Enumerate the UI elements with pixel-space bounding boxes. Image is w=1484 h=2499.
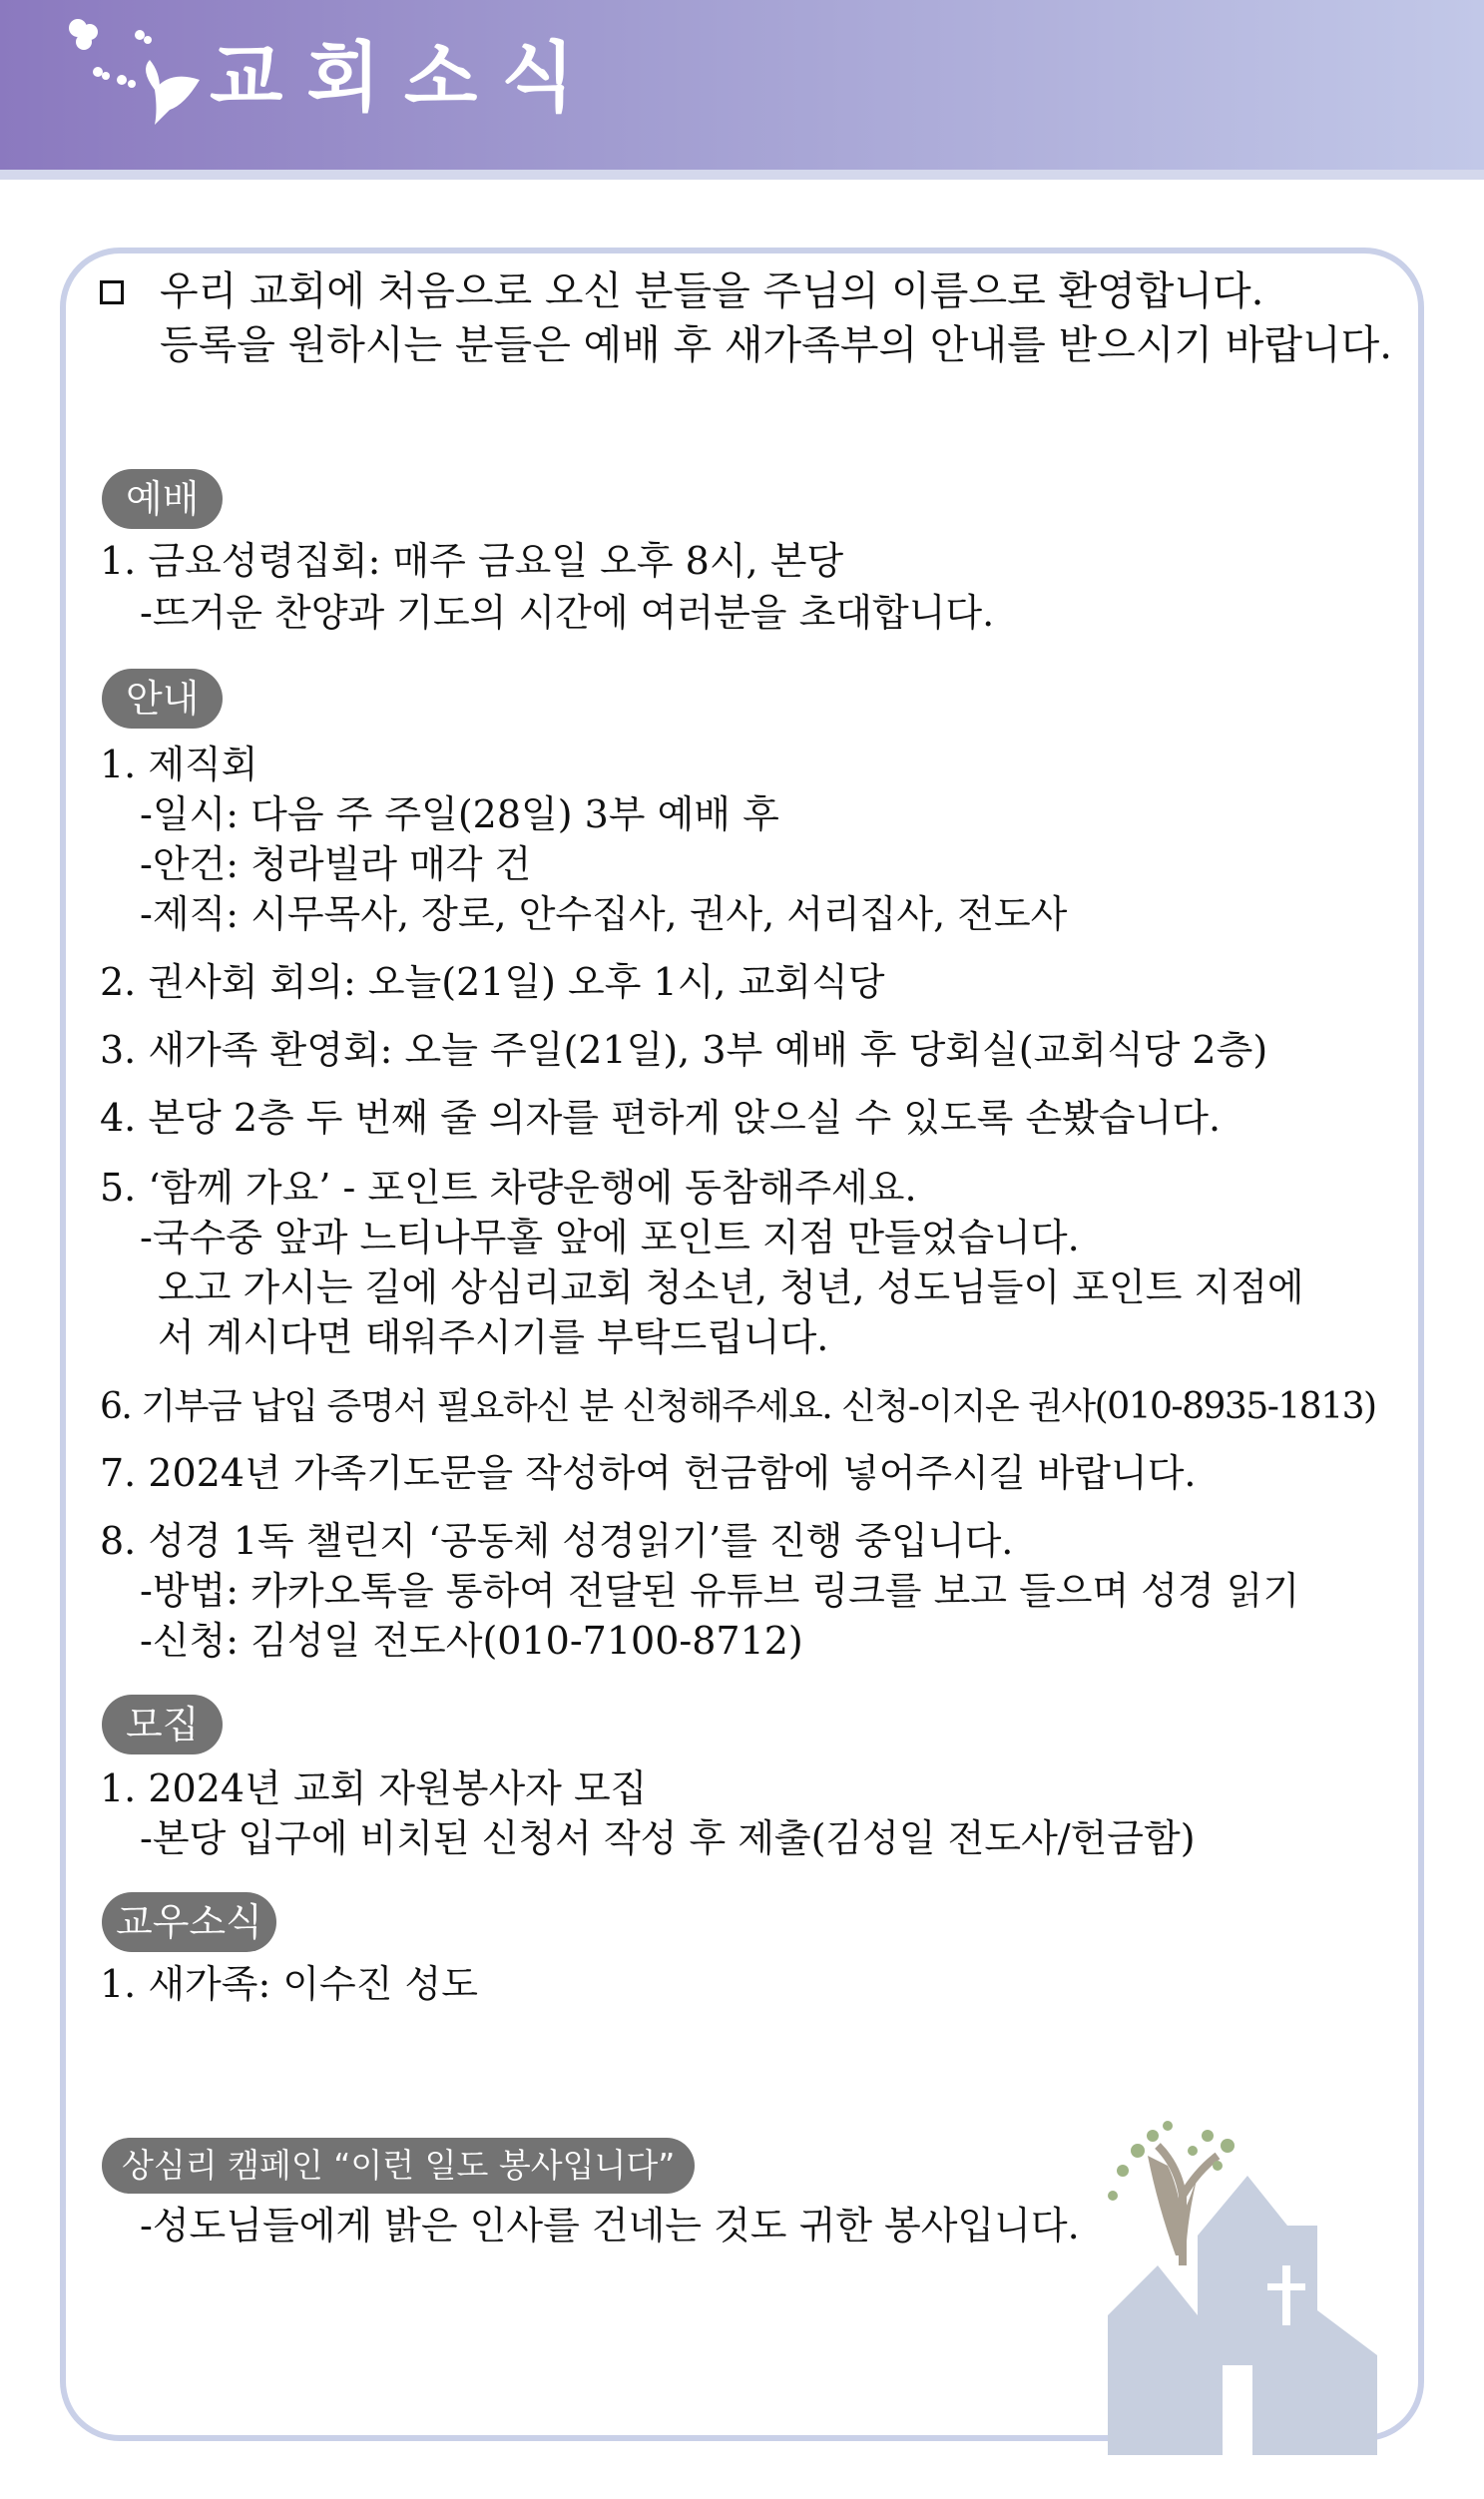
section-label-worship: 예배	[102, 469, 223, 529]
list-item: 4. 본당 2층 두 번째 줄 의자를 편하게 앉으실 수 있도록 손봤습니다.	[100, 1096, 1222, 1140]
welcome-line-2: 등록을 원하시는 분들은 예배 후 새가족부의 안내를 받으시기 바랍니다.	[160, 322, 1392, 368]
section-label-notice: 안내	[102, 669, 223, 729]
list-item: 1. 새가족: 이수진 성도	[100, 1962, 478, 2006]
list-item: 3. 새가족 환영회: 오늘 주일(21일), 3부 예배 후 당회실(교회식당 2층)	[100, 1028, 1268, 1072]
church-tree-icon	[1088, 2116, 1387, 2455]
list-item: 1. 제직회	[100, 743, 258, 786]
checkbox-bullet-icon	[100, 280, 124, 304]
list-item: -신청: 김성일 전도사(010-7100-8712)	[140, 1619, 803, 1663]
list-item: 8. 성경 1독 챌린지 ‘공동체 성경읽기’를 진행 중입니다.	[100, 1519, 1014, 1563]
list-item: -성도님들에게 밝은 인사를 건네는 것도 귀한 봉사입니다.	[140, 2204, 1080, 2248]
list-item: 1. 금요성령집회: 매주 금요일 오후 8시, 본당	[100, 539, 844, 583]
list-item: -제직: 시무목사, 장로, 안수집사, 권사, 서리집사, 전도사	[140, 892, 1068, 936]
list-item: 2. 권사회 회의: 오늘(21일) 오후 1시, 교회식당	[100, 960, 885, 1004]
list-item: -방법: 카카오톡을 통하여 전달된 유튜브 링크를 보고 들으며 성경 읽기	[140, 1569, 1300, 1613]
section-label-recruit: 모집	[102, 1695, 223, 1754]
section-label-campaign: 상심리 캠페인 “이런 일도 봉사입니다”	[102, 2138, 695, 2194]
list-item: -안건: 청라빌라 매각 건	[140, 842, 532, 886]
page-title: 교회소식	[210, 33, 599, 122]
list-item: 6. 기부금 납입 증명서 필요하신 분 신청해주세요. 신청-이지온 권사(010-8935-1813)	[100, 1386, 1376, 1427]
list-item: -본당 입구에 비치된 신청서 작성 후 제출(김성일 전도사/헌금함)	[140, 1816, 1196, 1860]
list-item: -뜨거운 찬양과 기도의 시간에 여러분을 초대합니다.	[140, 591, 995, 635]
list-item: 오고 가시는 길에 상심리교회 청소년, 청년, 성도님들이 포인트 지점에	[158, 1265, 1304, 1309]
butterfly-flower-icon	[60, 10, 210, 130]
header-divider	[0, 170, 1484, 180]
list-item: -일시: 다음 주 주일(28일) 3부 예배 후	[140, 792, 779, 836]
section-label-members: 교우소식	[102, 1892, 276, 1952]
welcome-message	[100, 264, 1417, 372]
list-item: -국수중 앞과 느티나무홀 앞에 포인트 지점 만들었습니다.	[140, 1216, 1080, 1259]
list-item: 5. ‘함께 가요’ - 포인트 차량운행에 동참해주세요.	[100, 1166, 917, 1210]
list-item: 7. 2024년 가족기도문을 작성하여 헌금함에 넣어주시길 바랍니다.	[100, 1451, 1197, 1495]
welcome-line-1: 우리 교회에 처음으로 오신 분들을 주님의 이름으로 환영합니다.	[160, 268, 1264, 314]
list-item: 서 계시다면 태워주시기를 부탁드립니다.	[158, 1315, 829, 1359]
list-item: 1. 2024년 교회 자원봉사자 모집	[100, 1766, 648, 1810]
